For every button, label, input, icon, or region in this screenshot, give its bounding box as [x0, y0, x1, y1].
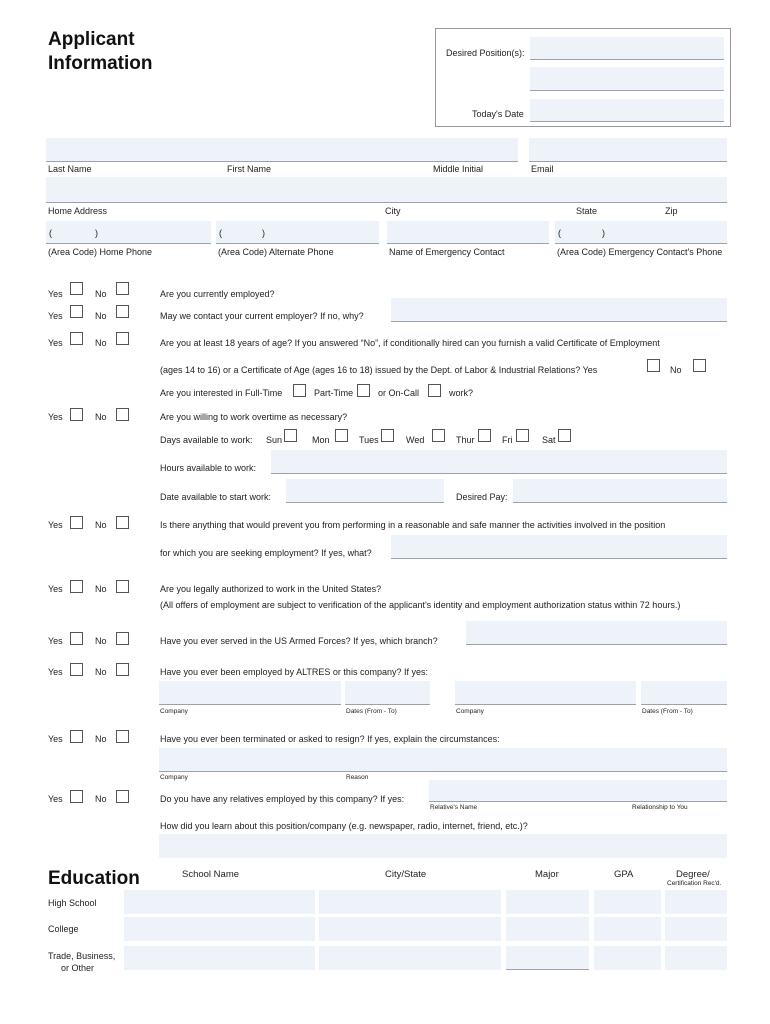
- edu-row-label-2: or Other: [61, 963, 95, 973]
- prevent-what-field[interactable]: [391, 535, 727, 559]
- edu-header-gpa: GPA: [614, 869, 634, 880]
- no-label: No: [95, 667, 107, 677]
- desired-position-field-1[interactable]: [530, 37, 724, 60]
- yes-label: Yes: [48, 667, 63, 677]
- q7-yes-checkbox[interactable]: [70, 580, 83, 593]
- no-label: No: [95, 584, 107, 594]
- first-name-label: First Name: [227, 164, 272, 174]
- day-mon-checkbox[interactable]: [335, 429, 348, 442]
- on-call-label: or On-Call: [378, 388, 420, 398]
- prior-dates-label-1: Dates (From - To): [346, 708, 397, 715]
- question-interest: Are you interested in Full-Time: [160, 388, 283, 398]
- edu-header-school: School Name: [182, 869, 240, 880]
- terminated-company-label: Company: [160, 774, 188, 781]
- day-fri-label: Fri: [502, 435, 513, 445]
- email-label: Email: [531, 164, 554, 174]
- day-sun-label: Sun: [266, 435, 283, 445]
- alt-phone-paren-close: ): [262, 228, 265, 238]
- on-call-checkbox[interactable]: [428, 384, 441, 397]
- full-time-checkbox[interactable]: [293, 384, 306, 397]
- q3-no-checkbox[interactable]: [116, 332, 129, 345]
- day-sat-label: Sat: [542, 435, 556, 445]
- emergency-phone-paren-open: (: [558, 228, 561, 238]
- q6-no-checkbox[interactable]: [116, 516, 129, 529]
- relationship-label: Relationship to You: [632, 804, 688, 811]
- q11-no-checkbox[interactable]: [116, 790, 129, 803]
- home-phone-paren-open: (: [49, 228, 52, 238]
- question-relatives: Do you have any relatives employed by this company? If yes:: [160, 794, 405, 804]
- prior-company-field-1[interactable]: [159, 681, 341, 705]
- emergency-contact-label: Name of Emergency Contact: [389, 247, 505, 257]
- yes-label: Yes: [48, 289, 63, 299]
- name-field[interactable]: [46, 138, 518, 162]
- edu-row-label: High School: [48, 898, 97, 908]
- day-tues-checkbox[interactable]: [381, 429, 394, 442]
- q10-yes-checkbox[interactable]: [70, 730, 83, 743]
- prior-dates-field-1[interactable]: [345, 681, 430, 705]
- no-label: No: [95, 794, 107, 804]
- terminated-field[interactable]: [159, 748, 727, 772]
- edu-trade-gpa-field[interactable]: [594, 946, 661, 970]
- edu-header-degree-sub: Certification Rec'd.: [667, 880, 722, 887]
- how-learned-field[interactable]: [159, 834, 727, 858]
- start-date-field[interactable]: [286, 479, 444, 503]
- no-label: No: [95, 734, 107, 744]
- email-field[interactable]: [529, 138, 727, 162]
- zip-label: Zip: [665, 206, 678, 216]
- part-time-checkbox[interactable]: [357, 384, 370, 397]
- contact-employer-why-field[interactable]: [391, 298, 727, 322]
- question-prevent-what: for which you are seeking employment? If yes, what?: [160, 548, 372, 558]
- page-title-line2: Information: [48, 53, 153, 74]
- no-label: No: [95, 338, 107, 348]
- emergency-phone-label: (Area Code) Emergency Contact's Phone: [557, 247, 723, 257]
- page-title-line1: Applicant: [48, 29, 135, 50]
- certificate-no-label: No: [670, 365, 682, 375]
- hours-available-label: Hours available to work:: [160, 463, 257, 473]
- day-sat-checkbox[interactable]: [558, 429, 571, 442]
- home-phone-label: (Area Code) Home Phone: [48, 247, 153, 257]
- prior-company-field-2[interactable]: [455, 681, 636, 705]
- state-label: State: [576, 206, 598, 216]
- emergency-phone-field[interactable]: [555, 221, 727, 244]
- home-phone-paren-close: ): [95, 228, 98, 238]
- yes-label: Yes: [48, 311, 63, 321]
- question-employed-before: Have you ever been employed by ALTRES or this company? If yes:: [160, 667, 428, 677]
- edu-college-degree-field[interactable]: [665, 917, 727, 941]
- day-mon-label: Mon: [312, 435, 330, 445]
- q5-yes-checkbox[interactable]: [70, 408, 83, 421]
- no-label: No: [95, 311, 107, 321]
- day-sun-checkbox[interactable]: [284, 429, 297, 442]
- q9-yes-checkbox[interactable]: [70, 663, 83, 676]
- question-currently-employed: Are you currently employed?: [160, 289, 275, 299]
- edu-trade-degree-field[interactable]: [665, 946, 727, 970]
- desired-position-field-2[interactable]: [530, 67, 724, 91]
- yes-label: Yes: [48, 520, 63, 530]
- q2-no-checkbox[interactable]: [116, 305, 129, 318]
- q10-no-checkbox[interactable]: [116, 730, 129, 743]
- question-overtime: Are you willing to work overtime as necessary?: [160, 412, 348, 422]
- work-label: work?: [449, 388, 474, 398]
- emergency-phone-paren-close: ): [602, 228, 605, 238]
- q6-yes-checkbox[interactable]: [70, 516, 83, 529]
- yes-label: Yes: [48, 338, 63, 348]
- day-tues-label: Tues: [359, 435, 379, 445]
- terminated-reason-label: Reason: [346, 774, 369, 781]
- q3-yes-checkbox[interactable]: [70, 332, 83, 345]
- q1-yes-checkbox[interactable]: [70, 282, 83, 295]
- question-authorized: Are you legally authorized to work in the United States?: [160, 584, 382, 594]
- prior-company-label-1: Company: [160, 708, 188, 715]
- certificate-no-checkbox[interactable]: [693, 359, 706, 372]
- question-authorized-note: (All offers of employment are subject to verification of the applicant's identity and employment authorization status within 72 hours.): [160, 600, 681, 610]
- q7-no-checkbox[interactable]: [116, 580, 129, 593]
- edu-hs-major-field[interactable]: [506, 890, 589, 914]
- edu-trade-school-field[interactable]: [124, 946, 315, 970]
- todays-date-label: Today's Date: [472, 109, 524, 119]
- edu-header-city-state: City/State: [385, 869, 427, 880]
- edu-trade-city-field[interactable]: [319, 946, 501, 970]
- alternate-phone-field[interactable]: [216, 221, 379, 244]
- edu-hs-gpa-field[interactable]: [594, 890, 661, 914]
- question-age-18: Are you at least 18 years of age? If you answered “No”, if conditionally hired can you furnish a valid Certificate of Employment: [160, 338, 660, 348]
- desired-position-label: Desired Position(s):: [446, 48, 525, 58]
- hours-available-field[interactable]: [271, 450, 727, 474]
- day-thur-checkbox[interactable]: [478, 429, 491, 442]
- yes-label: Yes: [48, 412, 63, 422]
- yes-label: Yes: [48, 794, 63, 804]
- question-prevent-performing: Is there anything that would prevent you from performing in a reasonable and safe manner the activities involved in the position: [160, 520, 666, 530]
- q9-no-checkbox[interactable]: [116, 663, 129, 676]
- desired-position-box: [435, 28, 731, 127]
- edu-college-city-field[interactable]: [319, 917, 501, 941]
- day-wed-checkbox[interactable]: [432, 429, 445, 442]
- todays-date-field[interactable]: [530, 99, 724, 122]
- question-how-learned: How did you learn about this position/company (e.g. newspaper, radio, internet, friend, etc.)?: [160, 821, 528, 831]
- home-phone-field[interactable]: [46, 221, 211, 244]
- emergency-contact-field[interactable]: [387, 221, 549, 244]
- education-title: Education: [48, 868, 140, 889]
- relatives-field[interactable]: [429, 780, 727, 802]
- middle-initial-label: Middle Initial: [433, 164, 484, 174]
- part-time-label: Part-Time: [314, 388, 354, 398]
- address-field[interactable]: [46, 177, 727, 203]
- q1-no-checkbox[interactable]: [116, 282, 129, 295]
- start-date-label: Date available to start work:: [160, 492, 272, 502]
- armed-forces-branch-field[interactable]: [466, 621, 727, 645]
- no-label: No: [95, 412, 107, 422]
- edu-row-label: College: [48, 924, 79, 934]
- edu-trade-major-field[interactable]: [506, 946, 589, 970]
- edu-college-major-field[interactable]: [506, 917, 589, 941]
- desired-pay-label: Desired Pay:: [456, 492, 508, 502]
- edu-hs-school-field[interactable]: [124, 890, 315, 914]
- no-label: No: [95, 289, 107, 299]
- no-label: No: [95, 636, 107, 646]
- edu-row-label: Trade, Business,: [48, 951, 116, 961]
- edu-header-degree: Degree/: [676, 869, 710, 880]
- yes-label: Yes: [48, 734, 63, 744]
- q2-yes-checkbox[interactable]: [70, 305, 83, 318]
- alt-phone-paren-open: (: [219, 228, 222, 238]
- last-name-label: Last Name: [48, 164, 92, 174]
- q8-no-checkbox[interactable]: [116, 632, 129, 645]
- edu-header-major: Major: [535, 869, 559, 880]
- desired-pay-field[interactable]: [513, 479, 727, 503]
- edu-college-gpa-field[interactable]: [594, 917, 661, 941]
- alternate-phone-label: (Area Code) Alternate Phone: [218, 247, 334, 257]
- prior-company-label-2: Company: [456, 708, 484, 715]
- q11-yes-checkbox[interactable]: [70, 790, 83, 803]
- city-label: City: [385, 206, 401, 216]
- question-armed-forces: Have you ever served in the US Armed Forces? If yes, which branch?: [160, 636, 438, 646]
- day-thur-label: Thur: [456, 435, 475, 445]
- edu-hs-degree-field[interactable]: [665, 890, 727, 914]
- question-contact-employer: May we contact your current employer? If no, why?: [160, 311, 364, 321]
- yes-label: Yes: [48, 636, 63, 646]
- day-wed-label: Wed: [406, 435, 425, 445]
- question-certificate-age: (ages 14 to 16) or a Certificate of Age (ages 16 to 18) issued by the Dept. of Labor & Industrial Relations? Yes: [160, 365, 598, 375]
- relative-name-label: Relative's Name: [430, 804, 478, 811]
- edu-hs-city-field[interactable]: [319, 890, 501, 914]
- certificate-yes-checkbox[interactable]: [647, 359, 660, 372]
- no-label: No: [95, 520, 107, 530]
- prior-dates-field-2[interactable]: [641, 681, 727, 705]
- prior-dates-label-2: Dates (From - To): [642, 708, 693, 715]
- question-terminated: Have you ever been terminated or asked to resign? If yes, explain the circumstances:: [160, 734, 500, 744]
- day-fri-checkbox[interactable]: [516, 429, 529, 442]
- edu-college-school-field[interactable]: [124, 917, 315, 941]
- home-address-label: Home Address: [48, 206, 108, 216]
- days-available-label: Days available to work:: [160, 435, 253, 445]
- q8-yes-checkbox[interactable]: [70, 632, 83, 645]
- q5-no-checkbox[interactable]: [116, 408, 129, 421]
- yes-label: Yes: [48, 584, 63, 594]
